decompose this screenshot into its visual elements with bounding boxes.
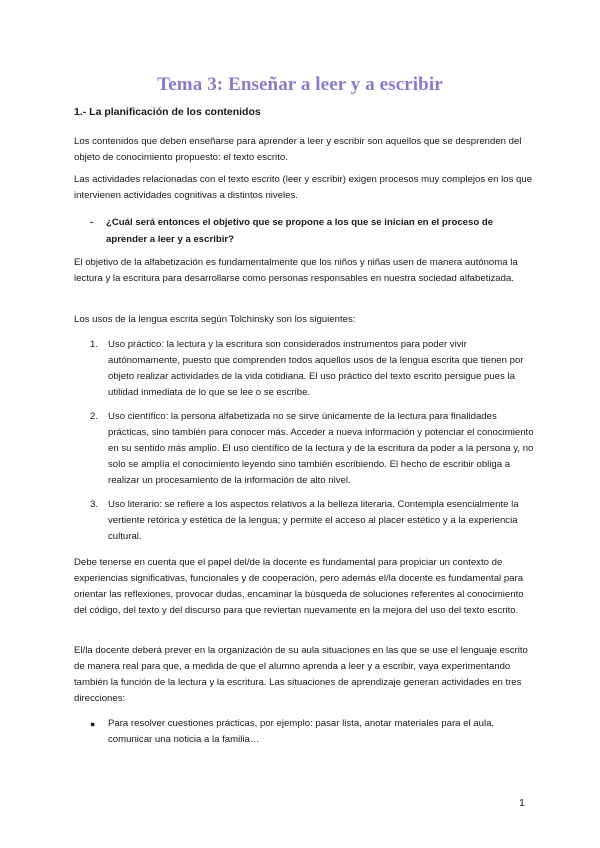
bullet-icon: ● [90, 719, 96, 729]
paragraph: El/la docente deberá prever en la organización de su aula situaciones en las que se use el lenguaje escrito de manera real para que, a medida de que el alumno aprenda a leer y a escribir, vaya experimentando también la función de la lectura y la escritura. Las situaciones de aprendizaje generan actividades en tres direcciones: [74, 645, 528, 704]
list-number: 3. [90, 499, 99, 510]
list-item-text: Uso literario: se refiere a los aspectos relativos a la belleza literaria. Contempla esencialmente la vertiente retórica y estética de la lengua; y permite el acceso al placer estético y a la experiencia cultural. [108, 499, 519, 542]
paragraph: Los contenidos que deben enseñarse para aprender a leer y escribir son aquellos que se desprenden del objeto de conocimiento propuesto: el texto escrito. [74, 136, 522, 163]
list-item-text: Uso práctico: la lectura y la escritura son considerados instrumentos para poder vivir autónomamente, puesto que comprenden todos aquellos usos de la lengua escrita que tienen por objeto realizar actividades de la vida cotidiana. El uso práctico del texto escrito persigue pues la utilidad inmediata de lo que se lee o se escribe. [108, 339, 524, 398]
list-number: 2. [90, 411, 99, 422]
section-heading: 1.- La planificación de los contenidos [74, 106, 261, 118]
paragraph: Los usos de la lengua escrita según Tolchinsky son los siguientes: [74, 314, 356, 325]
paragraph: Debe tenerse en cuenta que el papel del/de la docente es fundamental para propiciar un contexto de experiencias significativas, funcionales y de cooperación, pero además el/la docente es fundamental para orientar las reflexiones, provocar dudas, encaminar la búsqueda de soluciones referentes al conocimiento del código, del texto y del discurso para que reviertan nuevamente en la mejora del uso del texto escrito. [74, 557, 524, 616]
list-number: 1. [90, 339, 99, 350]
question-text: ¿Cuál será entonces el objetivo que se propone a los que se inician en el proceso de aprender a leer y a escribir? [106, 217, 494, 245]
list-item-text: Uso científico: la persona alfabetizada no se sirve únicamente de la lectura para finalidades prácticas, sino también para conocer más. Acceder a nueva información y potenciar el conocimiento en su sentido más amplio. El uso científico de la lectura y de la escritura da poder a la persona y, no solo se amplía el conocimiento leyendo sino también escribiendo. El hecho de escribir obliga a realizar un procesamiento de la información de alto nivel. [108, 411, 534, 486]
document-title: Tema 3: Enseñar a leer y a escribir [157, 74, 443, 95]
paragraph: Las actividades relacionadas con el texto escrito (leer y escribir) exigen procesos muy complejos en los que intervienen actividades cognitivas a distintos niveles. [74, 174, 533, 201]
bullet-text: Para resolver cuestiones prácticas, por ejemplo: pasar lista, anotar materiales para el aula, comunicar una noticia a la familia… [108, 718, 495, 745]
paragraph: El objetivo de la alfabetización es fundamentalmente que los niños y niñas usen de manera autónoma la lectura y la escritura para desarrollarse como personas responsables en nuestra sociedad alfabetizada. [74, 257, 518, 284]
page-number: 1 [519, 797, 525, 809]
dash-marker: - [90, 217, 94, 228]
